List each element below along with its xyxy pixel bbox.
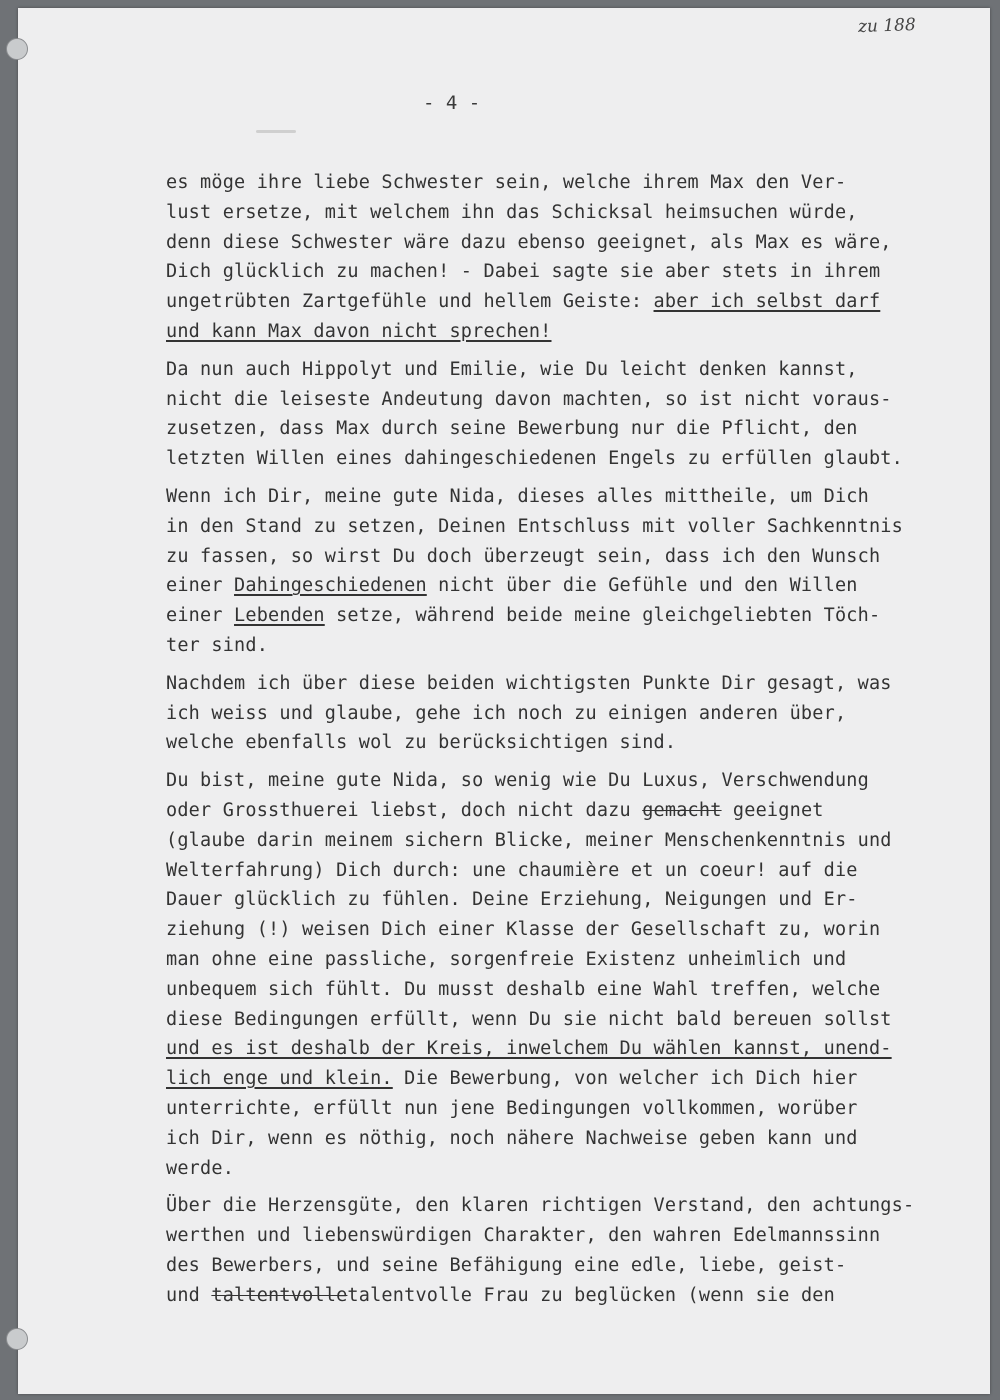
text-line: Nachdem ich über diese beiden wichtigsten Punkte Dir gesagt, was — [166, 672, 892, 694]
underlined-text: Lebenden — [234, 605, 325, 627]
punch-hole — [6, 1328, 28, 1350]
text-line: welche ebenfalls wol zu berücksichtigen sind. — [166, 732, 677, 754]
text-line: lust ersetze, mit welchem ihn das Schicksal heimsuchen würde, — [166, 201, 858, 223]
text-line: es möge ihre liebe Schwester sein, welche ihrem Max den Ver- — [166, 172, 847, 193]
underlined-text: und kann Max davon nicht sprechen! — [166, 320, 552, 342]
text-line: denn diese Schwester wäre dazu ebenso geeignet, als Max es wäre, — [166, 231, 892, 253]
text-line: lich enge und klein. Die Bewerbung, von welcher ich Dich hier — [166, 1068, 858, 1090]
text-line: Da nun auch Hippolyt und Emilie, wie Du leicht denken kannst, — [166, 358, 858, 380]
text-line: letzten Willen eines dahingeschiedenen Engels zu erfüllen glaubt. — [166, 448, 903, 470]
text-line — [166, 1034, 966, 1064]
text-line: werde. — [166, 1157, 235, 1179]
text-line: ich weiss und glaube, gehe ich noch zu einigen anderen über, — [166, 702, 847, 724]
struck-text: gemacht — [642, 799, 722, 821]
underlined-text: lich enge und klein. — [166, 1068, 393, 1090]
struck-text: taltentvolle — [211, 1284, 348, 1306]
text-line: unterrichte, erfüllt nun jene Bedingungen vollkommen, worüber — [166, 1097, 858, 1119]
punch-hole — [6, 38, 28, 60]
text-line: Wenn ich Dir, meine gute Nida, dieses alles mittheile, um Dich — [166, 485, 869, 507]
letter-body — [166, 168, 966, 1310]
text-line: in den Stand zu setzen, Deinen Entschluss mit voller Sachkenntnis — [166, 515, 903, 537]
page-number: - 4 - — [423, 92, 481, 114]
text-line — [166, 317, 966, 347]
text-line: des Bewerbers, und seine Befähigung eine edle, liebe, geist- — [166, 1254, 847, 1276]
text-line: Welterfahrung) Dich durch: une chaumière et un coeur! auf die — [166, 859, 858, 881]
text-line: diese Bedingungen erfüllt, wenn Du sie nicht bald bereuen sollst — [166, 1008, 892, 1030]
text-line: werthen und liebenswürdigen Charakter, den wahren Edelmannssinn — [166, 1225, 881, 1247]
text-line: man ohne eine passliche, sorgenfreie Existenz unheimlich und — [166, 948, 847, 970]
archive-note: zu 188 — [857, 14, 917, 38]
text-line: ungetrübten Zartgefühle und hellem Geiste: aber ich selbst darf — [166, 291, 881, 313]
text-line: Über die Herzensgüte, den klaren richtigen Verstand, den achtungs- — [166, 1195, 915, 1217]
text-line: einer Lebenden setze, während beide meine gleichgeliebten Töch- — [166, 605, 881, 627]
text-line: zusetzen, dass Max durch seine Bewerbung nur die Pflicht, den — [166, 418, 858, 440]
text-line: und taltentvolletalentvolle Frau zu beglücken (wenn sie den — [166, 1284, 835, 1306]
text-line: Dauer glücklich zu fühlen. Deine Erziehung, Neigungen und Er- — [166, 889, 858, 911]
underlined-text: Dahingeschiedenen — [234, 575, 427, 597]
text-line: ter sind. — [166, 634, 269, 656]
text-line: zu fassen, so wirst Du doch überzeugt sein, dass ich den Wunsch — [166, 545, 881, 567]
underlined-text: und es ist deshalb der Kreis, inwelchem Du wählen kannst, unend- — [166, 1038, 892, 1060]
document-page — [18, 8, 990, 1394]
text-line: Du bist, meine gute Nida, so wenig wie Du Luxus, Verschwendung — [166, 770, 869, 792]
text-line: ziehung (!) weisen Dich einer Klasse der Gesellschaft zu, worin — [166, 919, 881, 941]
underlined-text: aber ich selbst darf — [653, 291, 881, 313]
text-line: nicht die leiseste Andeutung davon machten, so ist nicht voraus- — [166, 388, 892, 410]
ink-smudge — [256, 130, 296, 133]
text-line: Dich glücklich zu machen! - Dabei sagte sie aber stets in ihrem — [166, 261, 881, 283]
text-line: (glaube darin meinem sichern Blicke, meiner Menschenkenntnis und — [166, 829, 892, 851]
text-line: oder Grossthuerei liebst, doch nicht dazu gemacht geeignet — [166, 799, 824, 821]
text-line: einer Dahingeschiedenen nicht über die Gefühle und den Willen — [166, 575, 858, 597]
text-line: unbequem sich fühlt. Du musst deshalb eine Wahl treffen, welche — [166, 978, 881, 1000]
text-line: ich Dir, wenn es nöthig, noch nähere Nachweise geben kann und — [166, 1127, 858, 1149]
